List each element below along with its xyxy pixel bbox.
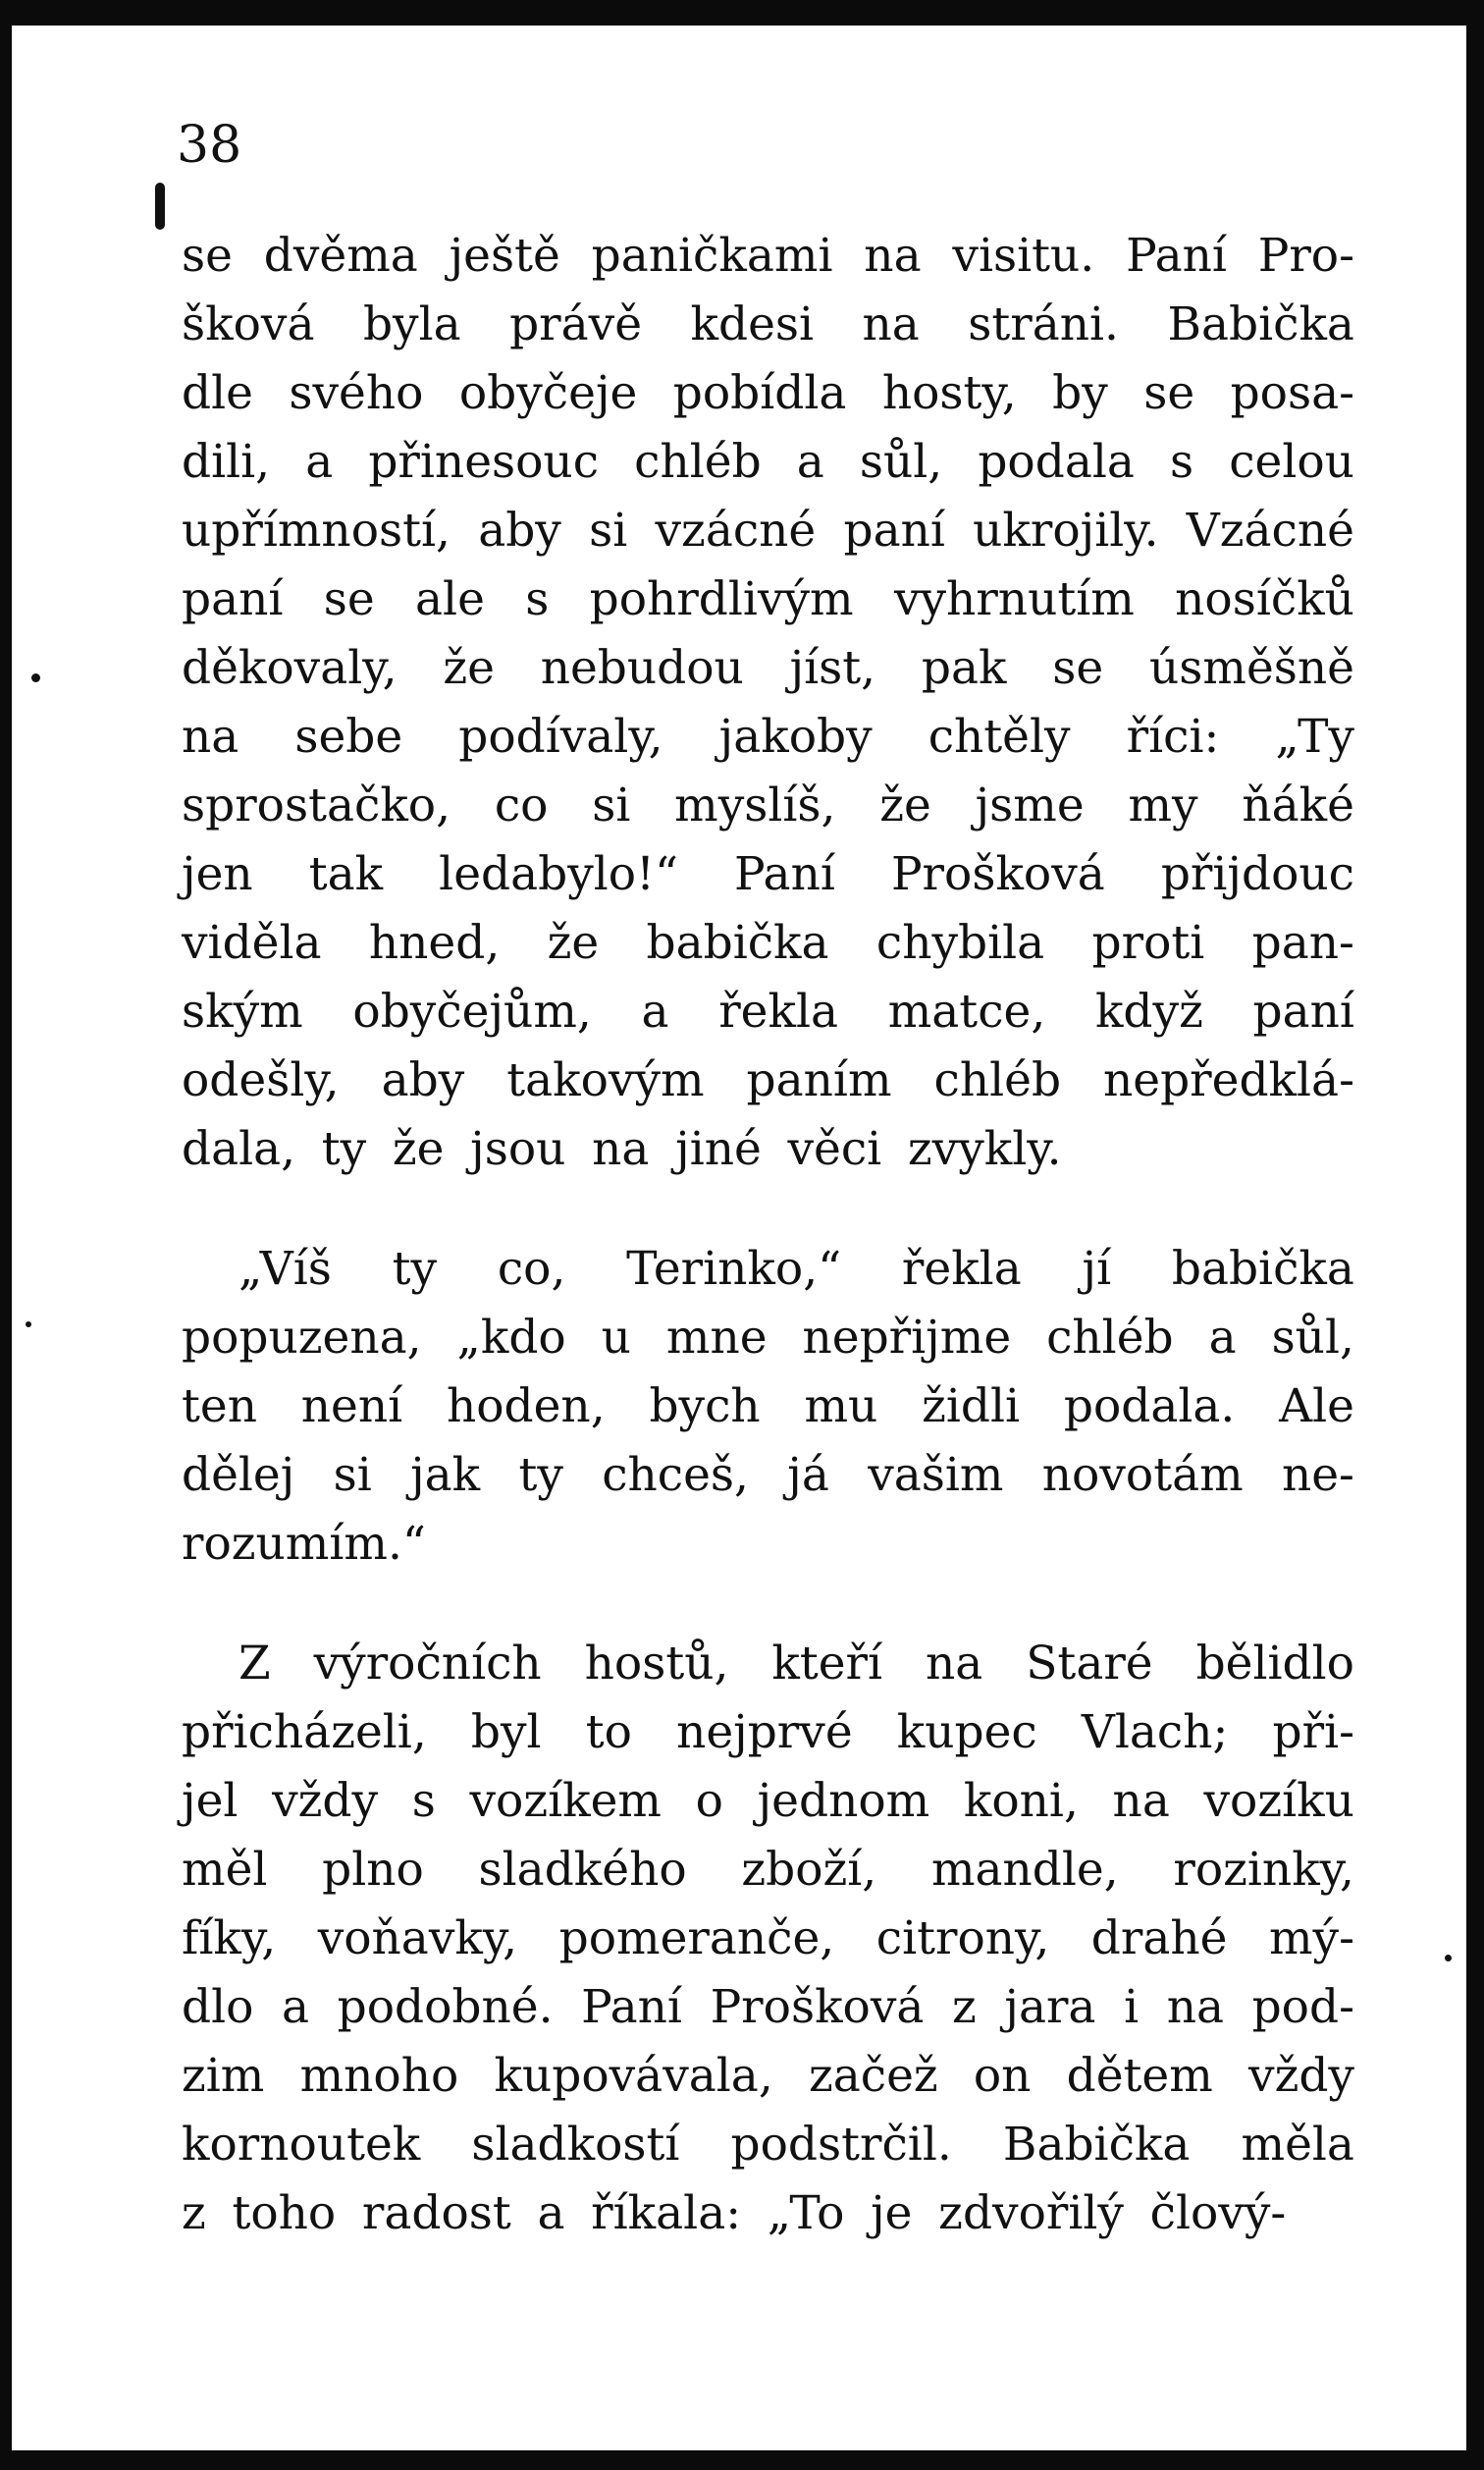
text-line: paní se ale s pohrdlivým vyhrnutím nosíčků xyxy=(182,572,1354,626)
margin-speck xyxy=(31,673,40,682)
text-line: upřímností, aby si vzácné paní ukrojily. Vzácné xyxy=(182,504,1354,558)
text-line: fíky, voňavky, pomeranče, citrony, drahé mý- xyxy=(182,1911,1354,1965)
paragraph xyxy=(182,1630,1354,2248)
text-line: sprostačko, co si myslíš, že jsme my ňáké xyxy=(182,779,1354,832)
text-line: popuzena, „kdo u mne nepřijme chléb a sůl, xyxy=(182,1311,1354,1365)
text-line: z toho radost a říkala: „To je zdvořilý člový- xyxy=(182,2186,1287,2240)
paragraph xyxy=(182,1235,1354,1579)
text-line: přicházeli, byl to nejprvé kupec Vlach; při- xyxy=(182,1705,1354,1759)
text-line: dle svého obyčeje pobídla hosty, by se posa- xyxy=(182,366,1354,420)
text-line: rozumím.“ xyxy=(182,1517,426,1571)
text-line: odešly, aby takovým paním chléb nepředklá- xyxy=(182,1053,1354,1107)
text-line: jen tak ledabylo!“ Paní Prošková přijdouc xyxy=(182,847,1354,901)
text-line: dělej si jak ty chceš, já vašim novotám ne- xyxy=(182,1448,1354,1502)
text-line: „Víš ty co, Terinko,“ řekla jí babička xyxy=(238,1242,1354,1296)
text-line: ten není hoden, bych mu židli podala. Ale xyxy=(182,1379,1354,1433)
paragraph-gap xyxy=(182,1579,1354,1630)
page-number: 38 xyxy=(177,116,242,175)
text-line: Z výročních hostů, kteří na Staré bělidlo xyxy=(238,1637,1354,1691)
margin-speck xyxy=(155,183,165,230)
text-line: dlo a podobné. Paní Prošková z jara i na pod- xyxy=(182,1980,1354,2034)
text-line: dili, a přinesouc chléb a sůl, podala s celou xyxy=(182,435,1354,489)
text-line: na sebe podívaly, jakoby chtěly říci: „Ty xyxy=(182,710,1354,764)
text-line: děkovaly, že nebudou jíst, pak se úsměšně xyxy=(182,641,1354,695)
text-line: jel vždy s vozíkem o jednom koni, na vozíku xyxy=(182,1774,1354,1828)
text-line: měl plno sladkého zboží, mandle, rozinky, xyxy=(182,1843,1354,1897)
margin-speck xyxy=(26,1321,31,1327)
text-line: ským obyčejům, a řekla matce, když paní xyxy=(182,985,1354,1039)
text-line: dala, ty že jsou na jiné věci zvykly. xyxy=(182,1122,1062,1176)
text-line: se dvěma ještě paničkami na visitu. Paní Pro- xyxy=(182,229,1354,283)
text-line: viděla hned, že babička chybila proti pan- xyxy=(182,916,1354,970)
margin-speck xyxy=(1445,1955,1452,1961)
book-page xyxy=(12,26,1466,2450)
text-line: zim mnoho kupovávala, začež on dětem vždy xyxy=(182,2049,1354,2103)
body-text xyxy=(182,222,1354,2248)
paragraph xyxy=(182,222,1354,1184)
paragraph-gap xyxy=(182,1184,1354,1235)
text-line: kornoutek sladkostí podstrčil. Babička měla xyxy=(182,2118,1354,2172)
text-line: šková byla právě kdesi na stráni. Babička xyxy=(182,297,1354,351)
